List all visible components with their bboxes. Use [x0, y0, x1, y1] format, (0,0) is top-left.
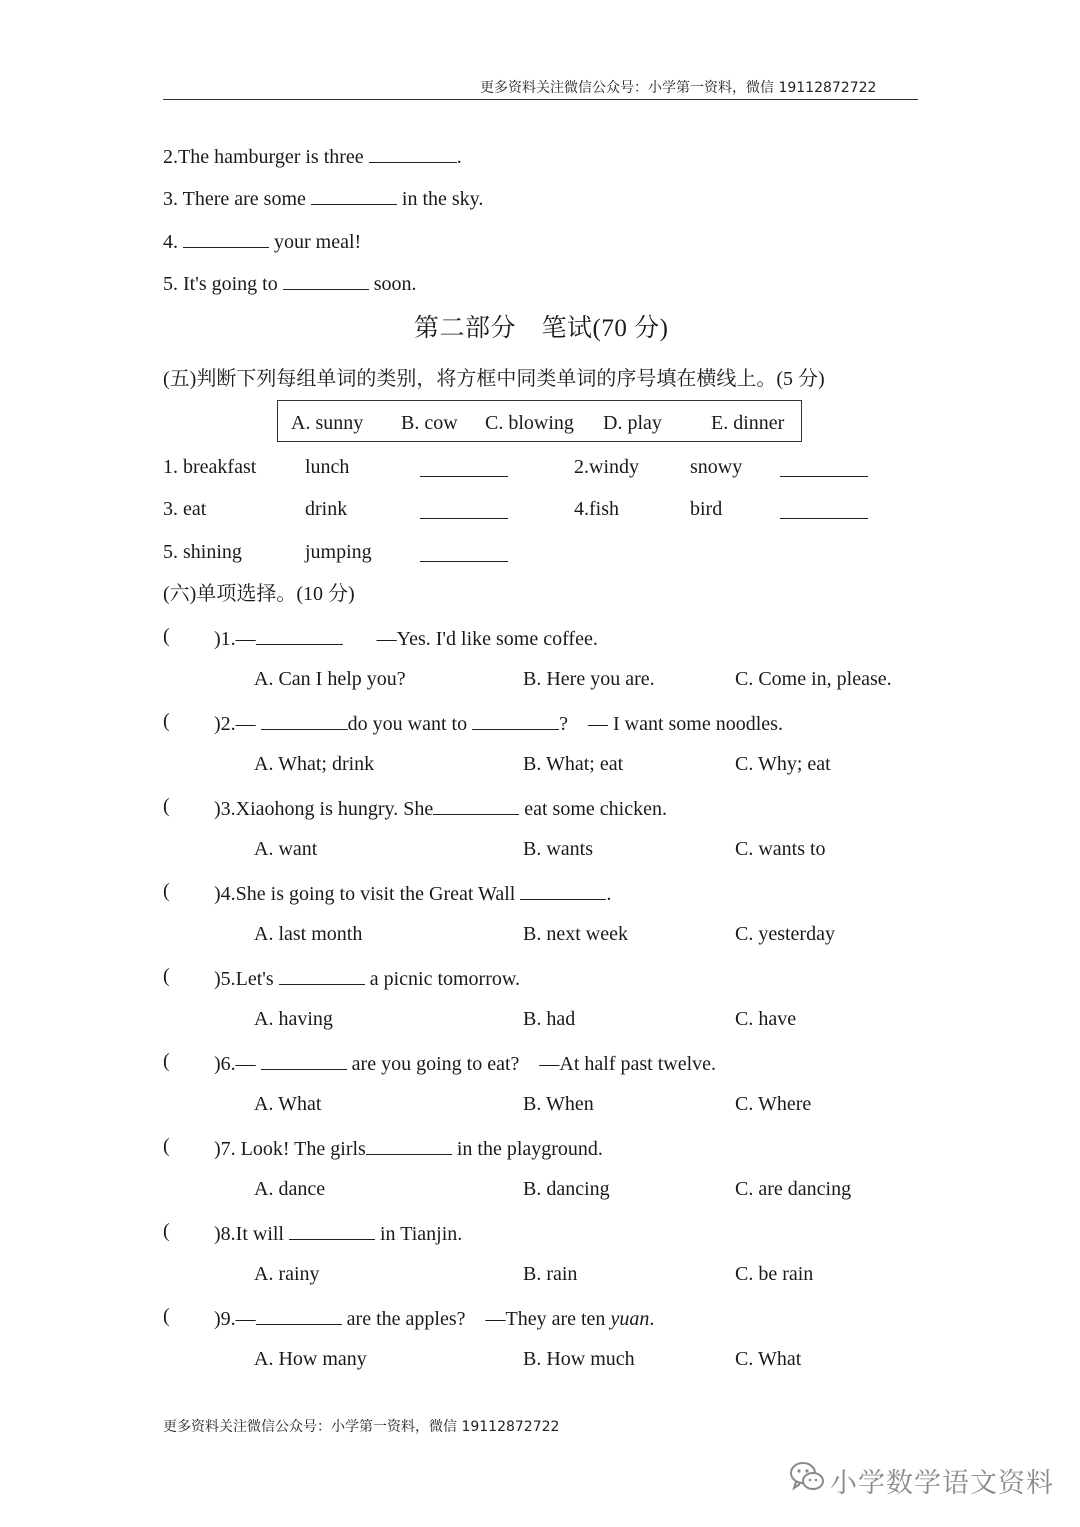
question-3 — [214, 794, 667, 821]
fill-in-text: 5. It's going to — [163, 273, 283, 295]
box-option: C. blowing — [485, 412, 574, 434]
question-text: )2.— — [214, 713, 261, 735]
option-b[interactable]: B. How much — [523, 1348, 635, 1370]
question-text: )7. Look! The girls — [214, 1138, 366, 1160]
answer-blank[interactable] — [289, 1219, 375, 1240]
option-c[interactable]: C. yesterday — [735, 923, 835, 945]
answer-blank[interactable] — [520, 879, 606, 900]
question-text: —Yes. I'd like some coffee. — [376, 628, 598, 650]
section6-instruction: (六)单项选择。(10 分) — [163, 583, 355, 605]
option-b[interactable]: B. When — [523, 1093, 594, 1115]
option-c[interactable]: C. What — [735, 1348, 802, 1370]
fill-in-line-2 — [163, 142, 462, 169]
option-c[interactable]: C. Where — [735, 1093, 812, 1115]
answer-blank[interactable] — [472, 709, 559, 730]
question-text: )8.It will — [214, 1223, 289, 1245]
question-text: a picnic tomorrow. — [364, 968, 521, 990]
question-text: . — [649, 1308, 655, 1330]
category-word: 5. shining — [163, 541, 242, 563]
question-text: in Tianjin. — [375, 1223, 463, 1245]
answer-paren[interactable]: ( — [163, 710, 170, 732]
answer-blank[interactable] — [780, 476, 868, 477]
option-a[interactable]: A. rainy — [254, 1263, 320, 1285]
question-text: )6.— — [214, 1053, 261, 1075]
question-text: )9.— — [214, 1308, 256, 1330]
question-6 — [214, 1049, 716, 1076]
question-text: )5.Let's — [214, 968, 279, 990]
fill-in-text: your meal! — [269, 231, 362, 253]
question-1 — [214, 624, 598, 651]
box-option: D. play — [603, 412, 662, 434]
option-c[interactable]: C. wants to — [735, 838, 826, 860]
option-b[interactable]: B. rain — [523, 1263, 578, 1285]
answer-blank[interactable] — [780, 518, 868, 519]
fill-in-text: 2.The hamburger is three — [163, 146, 369, 168]
option-a[interactable]: A. How many — [254, 1348, 367, 1370]
answer-blank[interactable] — [261, 709, 348, 730]
part-two-title: 第二部分 笔试(70 分) — [414, 315, 669, 342]
question-text: . — [606, 883, 612, 905]
option-b[interactable]: B. next week — [523, 923, 628, 945]
answer-paren[interactable]: ( — [163, 1305, 170, 1327]
category-word: 1. breakfast — [163, 456, 257, 478]
answer-blank[interactable] — [369, 142, 457, 163]
option-c[interactable]: C. be rain — [735, 1263, 814, 1285]
option-a[interactable]: A. having — [254, 1008, 333, 1030]
question-5 — [214, 964, 520, 991]
answer-blank[interactable] — [256, 624, 343, 645]
section5-instruction: (五)判断下列每组单词的类别，将方框中同类单词的序号填在横线上。(5 分) — [163, 368, 825, 390]
footer-note: 更多资料关注微信公众号：小学第一资料，微信 19112872722 — [163, 1419, 560, 1435]
option-b[interactable]: B. had — [523, 1008, 576, 1030]
answer-paren[interactable]: ( — [163, 965, 170, 987]
wechat-icon — [788, 1459, 826, 1495]
answer-blank[interactable] — [283, 269, 369, 290]
question-text: in the playground. — [451, 1138, 603, 1160]
option-b[interactable]: B. Here you are. — [523, 668, 655, 690]
question-4 — [214, 879, 611, 906]
question-text: do you want to — [347, 713, 473, 735]
category-word: lunch — [305, 456, 350, 478]
answer-blank[interactable] — [420, 561, 508, 562]
option-a[interactable]: A. want — [254, 838, 318, 860]
category-word: snowy — [690, 456, 743, 478]
answer-paren[interactable]: ( — [163, 625, 170, 647]
answer-blank[interactable] — [366, 1134, 452, 1155]
category-word: bird — [690, 498, 723, 520]
question-text: )3.Xiaohong is hungry. She — [214, 798, 434, 820]
option-c[interactable]: C. are dancing — [735, 1178, 852, 1200]
fill-in-text: 3. There are some — [163, 188, 311, 210]
category-word: 3. eat — [163, 498, 207, 520]
fill-in-text: in the sky. — [396, 188, 484, 210]
watermark-text: 小学数学语文资料 — [830, 1468, 1054, 1499]
category-word: drink — [305, 498, 348, 520]
box-option: A. sunny — [291, 412, 364, 434]
option-a[interactable]: A. What — [254, 1093, 322, 1115]
option-c[interactable]: C. Come in, please. — [735, 668, 892, 690]
option-a[interactable]: A. last month — [254, 923, 363, 945]
answer-paren[interactable]: ( — [163, 1050, 170, 1072]
answer-paren[interactable]: ( — [163, 1220, 170, 1242]
question-text: are you going to eat? —At half past twelve. — [346, 1053, 717, 1075]
answer-paren[interactable]: ( — [163, 795, 170, 817]
answer-paren[interactable]: ( — [163, 1135, 170, 1157]
fill-in-text: . — [456, 146, 462, 168]
option-a[interactable]: A. Can I help you? — [254, 668, 406, 690]
header-note: 更多资料关注微信公众号：小学第一资料，微信 19112872722 — [480, 80, 877, 96]
question-2 — [214, 709, 783, 736]
box-option: B. cow — [401, 412, 458, 434]
answer-blank[interactable] — [420, 518, 508, 519]
option-b[interactable]: B. dancing — [523, 1178, 610, 1200]
option-b[interactable]: B. What; eat — [523, 753, 624, 775]
question-text: )4.She is going to visit the Great Wall — [214, 883, 521, 905]
option-a[interactable]: A. dance — [254, 1178, 326, 1200]
category-word: jumping — [305, 541, 372, 563]
answer-blank[interactable] — [183, 227, 269, 248]
question-8 — [214, 1219, 462, 1246]
option-a[interactable]: A. What; drink — [254, 753, 375, 775]
question-text-italic: yuan — [610, 1308, 650, 1330]
question-text: ? — I want some noodles. — [559, 713, 783, 735]
question-text: are the apples? —They are ten — [341, 1308, 611, 1330]
category-word: 4.fish — [574, 498, 619, 520]
question-text: eat some chicken. — [519, 798, 667, 820]
fill-in-text: soon. — [368, 273, 417, 295]
question-7 — [214, 1134, 603, 1161]
answer-blank[interactable] — [256, 1304, 342, 1325]
fill-in-line-5 — [163, 269, 417, 296]
answer-paren[interactable]: ( — [163, 880, 170, 902]
answer-blank[interactable] — [420, 476, 508, 477]
category-word: 2.windy — [574, 456, 639, 478]
answer-blank[interactable] — [279, 964, 365, 985]
answer-blank[interactable] — [433, 794, 519, 815]
header-divider — [163, 99, 918, 100]
option-c[interactable]: C. have — [735, 1008, 797, 1030]
fill-in-line-4 — [163, 227, 361, 254]
box-option: E. dinner — [711, 412, 785, 434]
fill-in-text: 4. — [163, 231, 183, 253]
answer-blank[interactable] — [261, 1049, 347, 1070]
fill-in-line-3 — [163, 184, 483, 211]
question-text: )1.— — [214, 628, 256, 650]
question-9 — [214, 1304, 654, 1331]
option-c[interactable]: C. Why; eat — [735, 753, 831, 775]
answer-blank[interactable] — [311, 184, 397, 205]
option-b[interactable]: B. wants — [523, 838, 593, 860]
